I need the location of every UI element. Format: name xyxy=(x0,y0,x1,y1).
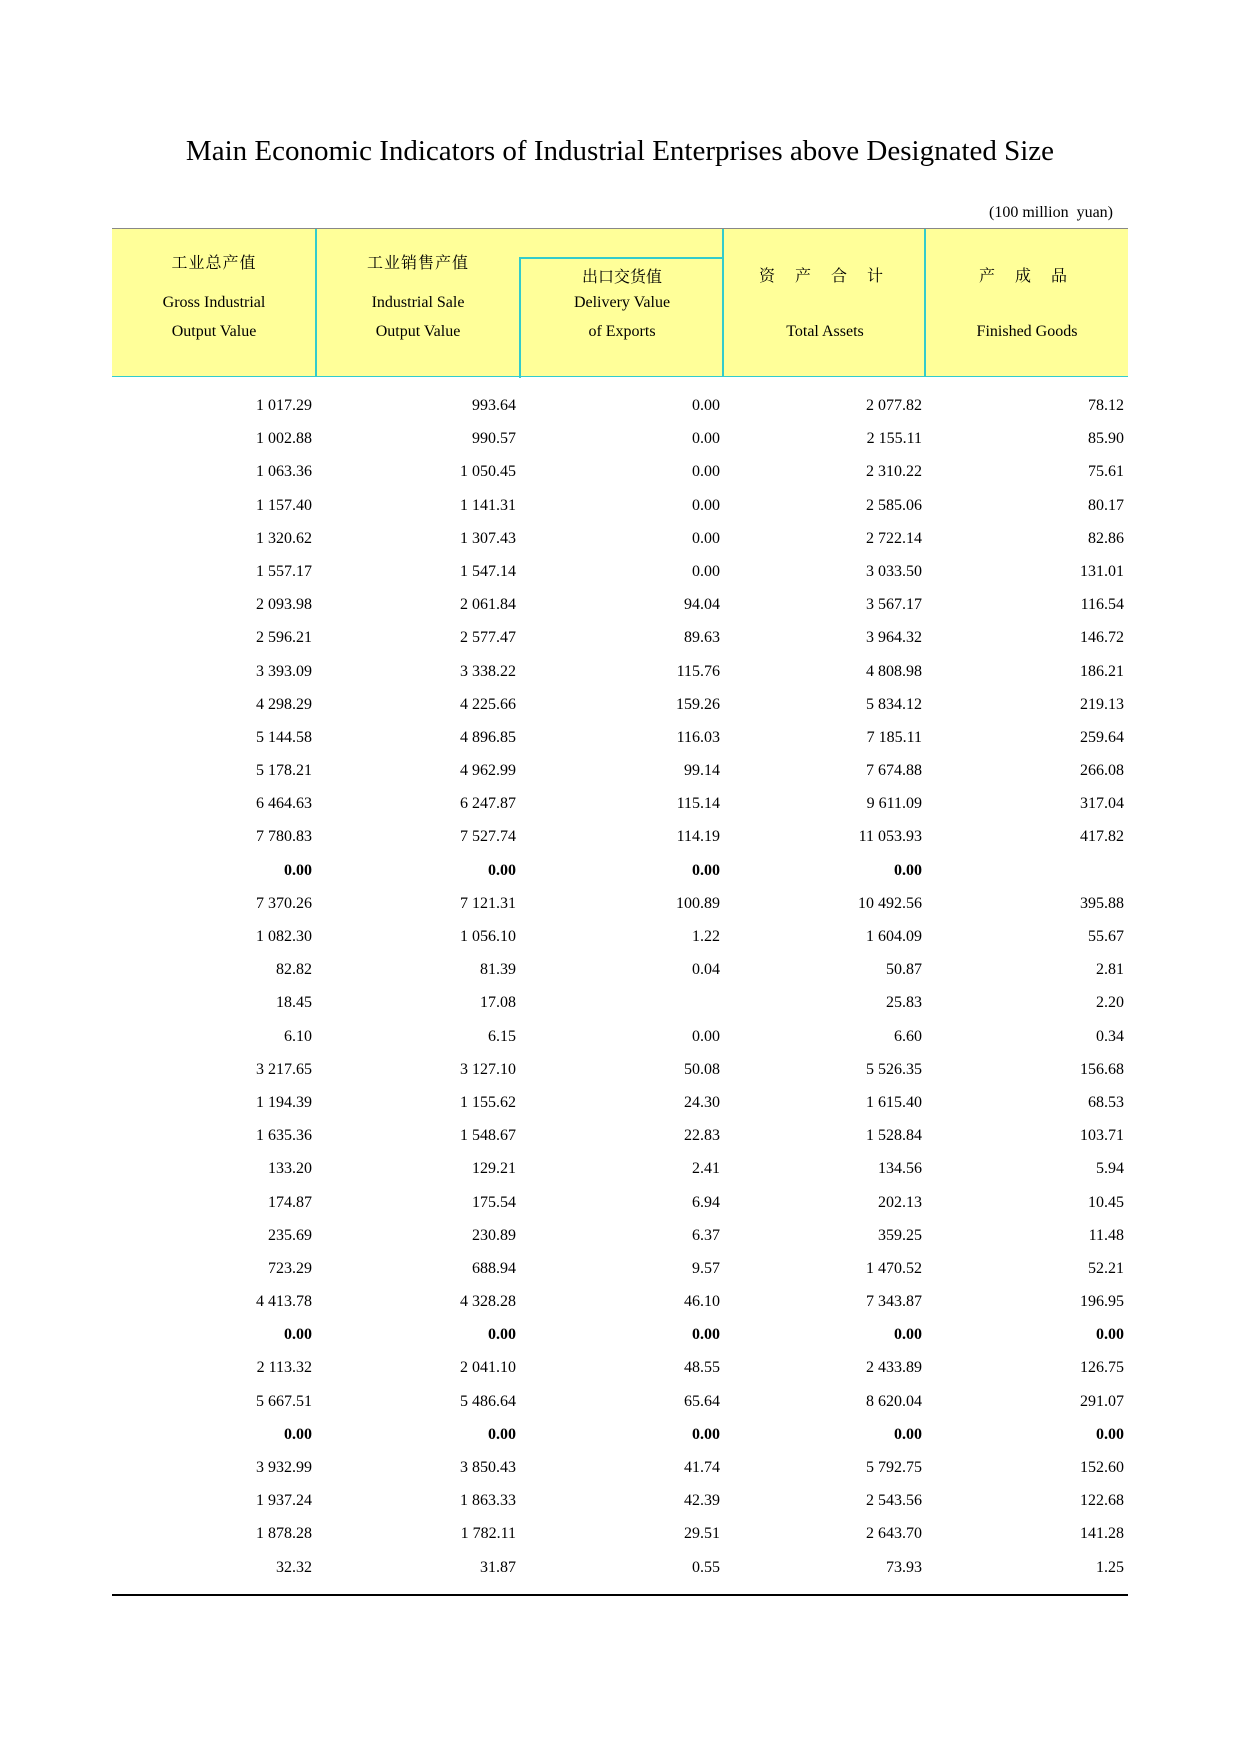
table-cell: 202.13 xyxy=(878,1193,922,1211)
table-cell: 2 543.56 xyxy=(866,1492,922,1510)
table-row xyxy=(112,1451,1128,1484)
table-cell: 1 056.10 xyxy=(460,928,516,945)
table-cell: 175.54 xyxy=(472,1193,516,1211)
table-cell: 3 338.22 xyxy=(460,662,516,680)
table-cell: 18.45 xyxy=(276,994,312,1012)
table-cell: 0.00 xyxy=(692,562,720,580)
table-cell: 5 526.35 xyxy=(866,1060,922,1078)
table-cell: 7 674.88 xyxy=(866,762,922,780)
table-cell: 3 393.09 xyxy=(256,662,312,680)
table-cell: 0.00 xyxy=(284,861,312,879)
table-row xyxy=(112,1252,1128,1285)
table-cell: 2 722.14 xyxy=(866,529,922,547)
table-cell: 32.32 xyxy=(276,1558,312,1576)
table-cell: 0.00 xyxy=(1096,1425,1124,1443)
table-cell: 1 155.62 xyxy=(460,1093,516,1111)
table-cell: 4 896.85 xyxy=(460,728,516,746)
table-cell: 99.14 xyxy=(684,762,720,780)
table-cell: 6 247.87 xyxy=(460,795,516,813)
table-cell: 1 635.36 xyxy=(256,1127,312,1145)
table-cell: 174.87 xyxy=(268,1193,312,1211)
table-cell: 81.39 xyxy=(480,961,516,979)
table-cell: 0.00 xyxy=(692,430,720,448)
table-bottom-rule xyxy=(112,1594,1128,1596)
header-delivery-value-exports: 出口交货值 Delivery Value of Exports xyxy=(519,257,723,378)
table-cell: 1 194.39 xyxy=(256,1093,312,1111)
table-row xyxy=(112,655,1128,688)
table-cell: 152.60 xyxy=(1080,1459,1124,1476)
table-cell: 146.72 xyxy=(1080,629,1124,647)
table-cell: 50.87 xyxy=(886,961,922,979)
table-cell: 0.00 xyxy=(894,1425,922,1443)
table-cell: 46.10 xyxy=(684,1293,720,1311)
table-row xyxy=(112,455,1128,488)
table-cell: 48.55 xyxy=(684,1359,720,1377)
table-cell: 78.12 xyxy=(1088,397,1124,414)
table-cell: 0.00 xyxy=(284,1326,312,1344)
table-cell: 1 082.30 xyxy=(256,928,312,945)
table-cell: 291.07 xyxy=(1080,1392,1124,1410)
table-cell: 29.51 xyxy=(684,1525,720,1543)
table-row xyxy=(112,820,1128,853)
table-cell: 2 643.70 xyxy=(866,1525,922,1543)
table-cell: 5.94 xyxy=(1096,1160,1124,1178)
table-row xyxy=(112,1318,1128,1351)
table-cell: 990.57 xyxy=(472,430,516,448)
table-row xyxy=(112,787,1128,820)
table-cell: 1 470.52 xyxy=(866,1259,922,1277)
table-cell: 17.08 xyxy=(480,994,516,1012)
table-cell: 1 157.40 xyxy=(256,496,312,514)
table-cell: 116.54 xyxy=(1080,596,1124,614)
table-row xyxy=(112,522,1128,555)
table-row xyxy=(112,588,1128,621)
table-row xyxy=(112,986,1128,1019)
table-cell: 1 002.88 xyxy=(256,430,312,448)
table-cell: 22.83 xyxy=(684,1127,720,1145)
table-cell: 122.68 xyxy=(1080,1492,1124,1510)
table-cell: 7 780.83 xyxy=(256,828,312,846)
table-cell: 129.21 xyxy=(472,1160,516,1178)
table-cell: 3 033.50 xyxy=(866,562,922,580)
table-cell: 3 850.43 xyxy=(460,1459,516,1476)
table-cell: 7 121.31 xyxy=(460,894,516,912)
table-cell: 6 464.63 xyxy=(256,795,312,813)
table-row xyxy=(112,489,1128,522)
table-cell: 1 782.11 xyxy=(460,1525,516,1543)
table-cell: 114.19 xyxy=(676,828,720,846)
table-row xyxy=(112,1385,1128,1418)
table-cell: 50.08 xyxy=(684,1060,720,1078)
table-cell: 115.76 xyxy=(676,662,720,680)
table-cell: 2 155.11 xyxy=(866,430,922,448)
table-cell: 31.87 xyxy=(480,1558,516,1576)
table-cell: 1 878.28 xyxy=(256,1525,312,1543)
table-cell: 2.81 xyxy=(1096,961,1124,979)
table-cell: 0.00 xyxy=(488,1425,516,1443)
table-cell: 1 863.33 xyxy=(460,1492,516,1510)
table-cell: 4 225.66 xyxy=(460,695,516,713)
table-cell: 41.74 xyxy=(684,1459,720,1476)
table-cell: 8 620.04 xyxy=(866,1392,922,1410)
table-cell: 7 185.11 xyxy=(866,728,922,746)
table-cell: 4 298.29 xyxy=(256,695,312,713)
table-row xyxy=(112,1186,1128,1219)
table-row xyxy=(112,1020,1128,1053)
table-cell: 0.00 xyxy=(692,1425,720,1443)
table-cell: 68.53 xyxy=(1088,1093,1124,1111)
table-cell: 6.60 xyxy=(894,1027,922,1045)
table-cell: 0.55 xyxy=(692,1558,720,1576)
table-cell: 2 577.47 xyxy=(460,629,516,647)
table-cell: 7 527.74 xyxy=(460,828,516,846)
table-cell: 25.83 xyxy=(886,994,922,1012)
table-cell: 6.15 xyxy=(488,1027,516,1045)
table-cell: 0.34 xyxy=(1096,1027,1124,1045)
table-cell: 266.08 xyxy=(1080,762,1124,780)
table-cell: 993.64 xyxy=(472,397,516,414)
table-cell: 2 061.84 xyxy=(460,596,516,614)
table-cell: 94.04 xyxy=(684,596,720,614)
table-cell: 3 567.17 xyxy=(866,596,922,614)
table-cell: 5 486.64 xyxy=(460,1392,516,1410)
table-cell: 1 307.43 xyxy=(460,529,516,547)
table-cell: 359.25 xyxy=(878,1226,922,1244)
table-cell: 11.48 xyxy=(1088,1226,1124,1244)
table-cell: 126.75 xyxy=(1080,1359,1124,1377)
table-cell: 65.64 xyxy=(684,1392,720,1410)
table-cell: 4 328.28 xyxy=(460,1293,516,1311)
table-cell: 1 604.09 xyxy=(866,928,922,945)
table-cell: 4 808.98 xyxy=(866,662,922,680)
table-cell: 2 041.10 xyxy=(460,1359,516,1377)
table-cell: 1 528.84 xyxy=(866,1127,922,1145)
table-row xyxy=(112,1086,1128,1119)
table-cell: 0.00 xyxy=(692,861,720,879)
table-cell: 42.39 xyxy=(684,1492,720,1510)
unit-label: (100 million yuan) xyxy=(989,204,1113,221)
table-row xyxy=(112,754,1128,787)
table-row xyxy=(112,953,1128,986)
table-cell: 73.93 xyxy=(886,1558,922,1576)
table-cell: 5 144.58 xyxy=(256,728,312,746)
table-cell: 1 017.29 xyxy=(256,397,312,414)
table-cell: 230.89 xyxy=(472,1226,516,1244)
header-industrial-sale-output: 工业销售产值 Industrial Sale Output Value xyxy=(366,255,469,340)
table-row xyxy=(112,1285,1128,1318)
table-cell: 52.21 xyxy=(1088,1259,1124,1277)
table-cell: 80.17 xyxy=(1088,496,1124,514)
table-cell: 134.56 xyxy=(878,1160,922,1178)
table-row xyxy=(112,621,1128,654)
table-cell: 395.88 xyxy=(1080,894,1124,912)
table-cell: 5 834.12 xyxy=(866,695,922,713)
table-row xyxy=(112,920,1128,953)
header-total-assets: 资 产 合 计 Total Assets xyxy=(758,268,891,340)
table-cell: 0.04 xyxy=(692,961,720,979)
table-cell: 116.03 xyxy=(676,728,720,746)
table-row xyxy=(112,1418,1128,1451)
table-cell: 0.00 xyxy=(1096,1326,1124,1344)
table-cell: 1 615.40 xyxy=(866,1093,922,1111)
table-cell: 3 127.10 xyxy=(460,1060,516,1078)
indicators-table xyxy=(112,228,1128,1596)
table-cell: 10 492.56 xyxy=(858,894,922,912)
table-cell: 131.01 xyxy=(1080,562,1124,580)
table-cell: 82.86 xyxy=(1088,529,1124,547)
table-cell: 259.64 xyxy=(1080,728,1124,746)
table-cell: 2 433.89 xyxy=(866,1359,922,1377)
table-cell: 0.00 xyxy=(692,463,720,481)
table-cell: 159.26 xyxy=(676,695,720,713)
page-title: Main Economic Indicators of Industrial Enterprises above Designated Size xyxy=(185,135,1055,167)
table-row xyxy=(112,389,1128,422)
table-cell: 0.00 xyxy=(692,397,720,414)
table-cell: 2 596.21 xyxy=(256,629,312,647)
table-row xyxy=(112,1484,1128,1517)
table-cell: 6.37 xyxy=(692,1226,720,1244)
table-cell: 89.63 xyxy=(684,629,720,647)
table-cell: 3 217.65 xyxy=(256,1060,312,1078)
table-row xyxy=(112,887,1128,920)
table-cell: 115.14 xyxy=(676,795,720,813)
table-row xyxy=(112,1551,1128,1584)
table-cell: 5 667.51 xyxy=(256,1392,312,1410)
table-cell: 2 077.82 xyxy=(866,397,922,414)
table-cell: 7 343.87 xyxy=(866,1293,922,1311)
table-cell: 10.45 xyxy=(1088,1193,1124,1211)
table-cell: 100.89 xyxy=(676,894,720,912)
table-row xyxy=(112,555,1128,588)
table-row xyxy=(112,1119,1128,1152)
table-cell: 9 611.09 xyxy=(866,795,922,813)
table-row xyxy=(112,688,1128,721)
table-cell: 2 310.22 xyxy=(866,463,922,481)
table-cell: 24.30 xyxy=(684,1093,720,1111)
table-cell: 1 141.31 xyxy=(460,496,516,514)
table-cell: 9.57 xyxy=(692,1259,720,1277)
table-cell: 1 557.17 xyxy=(256,562,312,580)
table-cell: 0.00 xyxy=(692,1326,720,1344)
table-cell: 2.20 xyxy=(1096,994,1124,1012)
table-cell: 1 547.14 xyxy=(460,562,516,580)
table-cell: 2 585.06 xyxy=(866,496,922,514)
table-row xyxy=(112,854,1128,887)
table-cell: 85.90 xyxy=(1088,430,1124,448)
table-cell: 7 370.26 xyxy=(256,894,312,912)
table-row xyxy=(112,1351,1128,1384)
table-cell: 82.82 xyxy=(276,961,312,979)
table-cell: 1.22 xyxy=(692,928,720,945)
table-cell: 0.00 xyxy=(692,529,720,547)
table-cell: 133.20 xyxy=(268,1160,312,1178)
table-cell: 3 932.99 xyxy=(256,1459,312,1476)
table-cell: 0.00 xyxy=(488,861,516,879)
table-cell: 1 320.62 xyxy=(256,529,312,547)
table-cell: 141.28 xyxy=(1080,1525,1124,1543)
table-cell: 4 962.99 xyxy=(460,762,516,780)
table-cell: 417.82 xyxy=(1080,828,1124,846)
table-cell: 219.13 xyxy=(1080,695,1124,713)
table-cell: 0.00 xyxy=(692,496,720,514)
table-cell: 156.68 xyxy=(1080,1060,1124,1078)
table-cell: 5 792.75 xyxy=(866,1459,922,1476)
table-cell: 5 178.21 xyxy=(256,762,312,780)
table-cell: 235.69 xyxy=(268,1226,312,1244)
table-cell: 1 063.36 xyxy=(256,463,312,481)
table-row xyxy=(112,1152,1128,1185)
table-row xyxy=(112,1053,1128,1086)
table-cell: 2.41 xyxy=(692,1160,720,1178)
table-cell: 1 937.24 xyxy=(256,1492,312,1510)
table-cell: 317.04 xyxy=(1080,795,1124,813)
table-body xyxy=(112,377,1128,1584)
table-row xyxy=(112,721,1128,754)
header-gross-industrial-output: 工业总产值 Gross Industrial Output Value xyxy=(162,255,266,340)
table-cell: 0.00 xyxy=(894,861,922,879)
table-cell: 1 548.67 xyxy=(460,1127,516,1145)
table-cell: 1.25 xyxy=(1096,1558,1124,1576)
table-cell: 186.21 xyxy=(1080,662,1124,680)
table-cell: 2 093.98 xyxy=(256,596,312,614)
header-finished-goods: 产 成 品 Finished Goods xyxy=(976,268,1078,340)
table-cell: 3 964.32 xyxy=(866,629,922,647)
table-row xyxy=(112,1219,1128,1252)
table-cell: 4 413.78 xyxy=(256,1293,312,1311)
table-cell: 0.00 xyxy=(284,1425,312,1443)
table-cell: 75.61 xyxy=(1088,463,1124,481)
table-row xyxy=(112,422,1128,455)
table-cell: 0.00 xyxy=(894,1326,922,1344)
table-cell: 11 053.93 xyxy=(858,828,922,846)
table-cell: 196.95 xyxy=(1080,1293,1124,1311)
table-cell: 6.94 xyxy=(692,1193,720,1211)
table-cell: 0.00 xyxy=(488,1326,516,1344)
table-cell: 6.10 xyxy=(284,1027,312,1045)
table-cell: 55.67 xyxy=(1088,928,1124,945)
table-cell: 723.29 xyxy=(268,1259,312,1277)
table-cell: 2 113.32 xyxy=(256,1359,312,1377)
table-cell: 688.94 xyxy=(472,1259,516,1277)
table-row xyxy=(112,1517,1128,1550)
table-cell: 0.00 xyxy=(692,1027,720,1045)
table-header xyxy=(112,228,1128,377)
table-cell: 1 050.45 xyxy=(460,463,516,481)
table-cell: 103.71 xyxy=(1080,1127,1124,1145)
